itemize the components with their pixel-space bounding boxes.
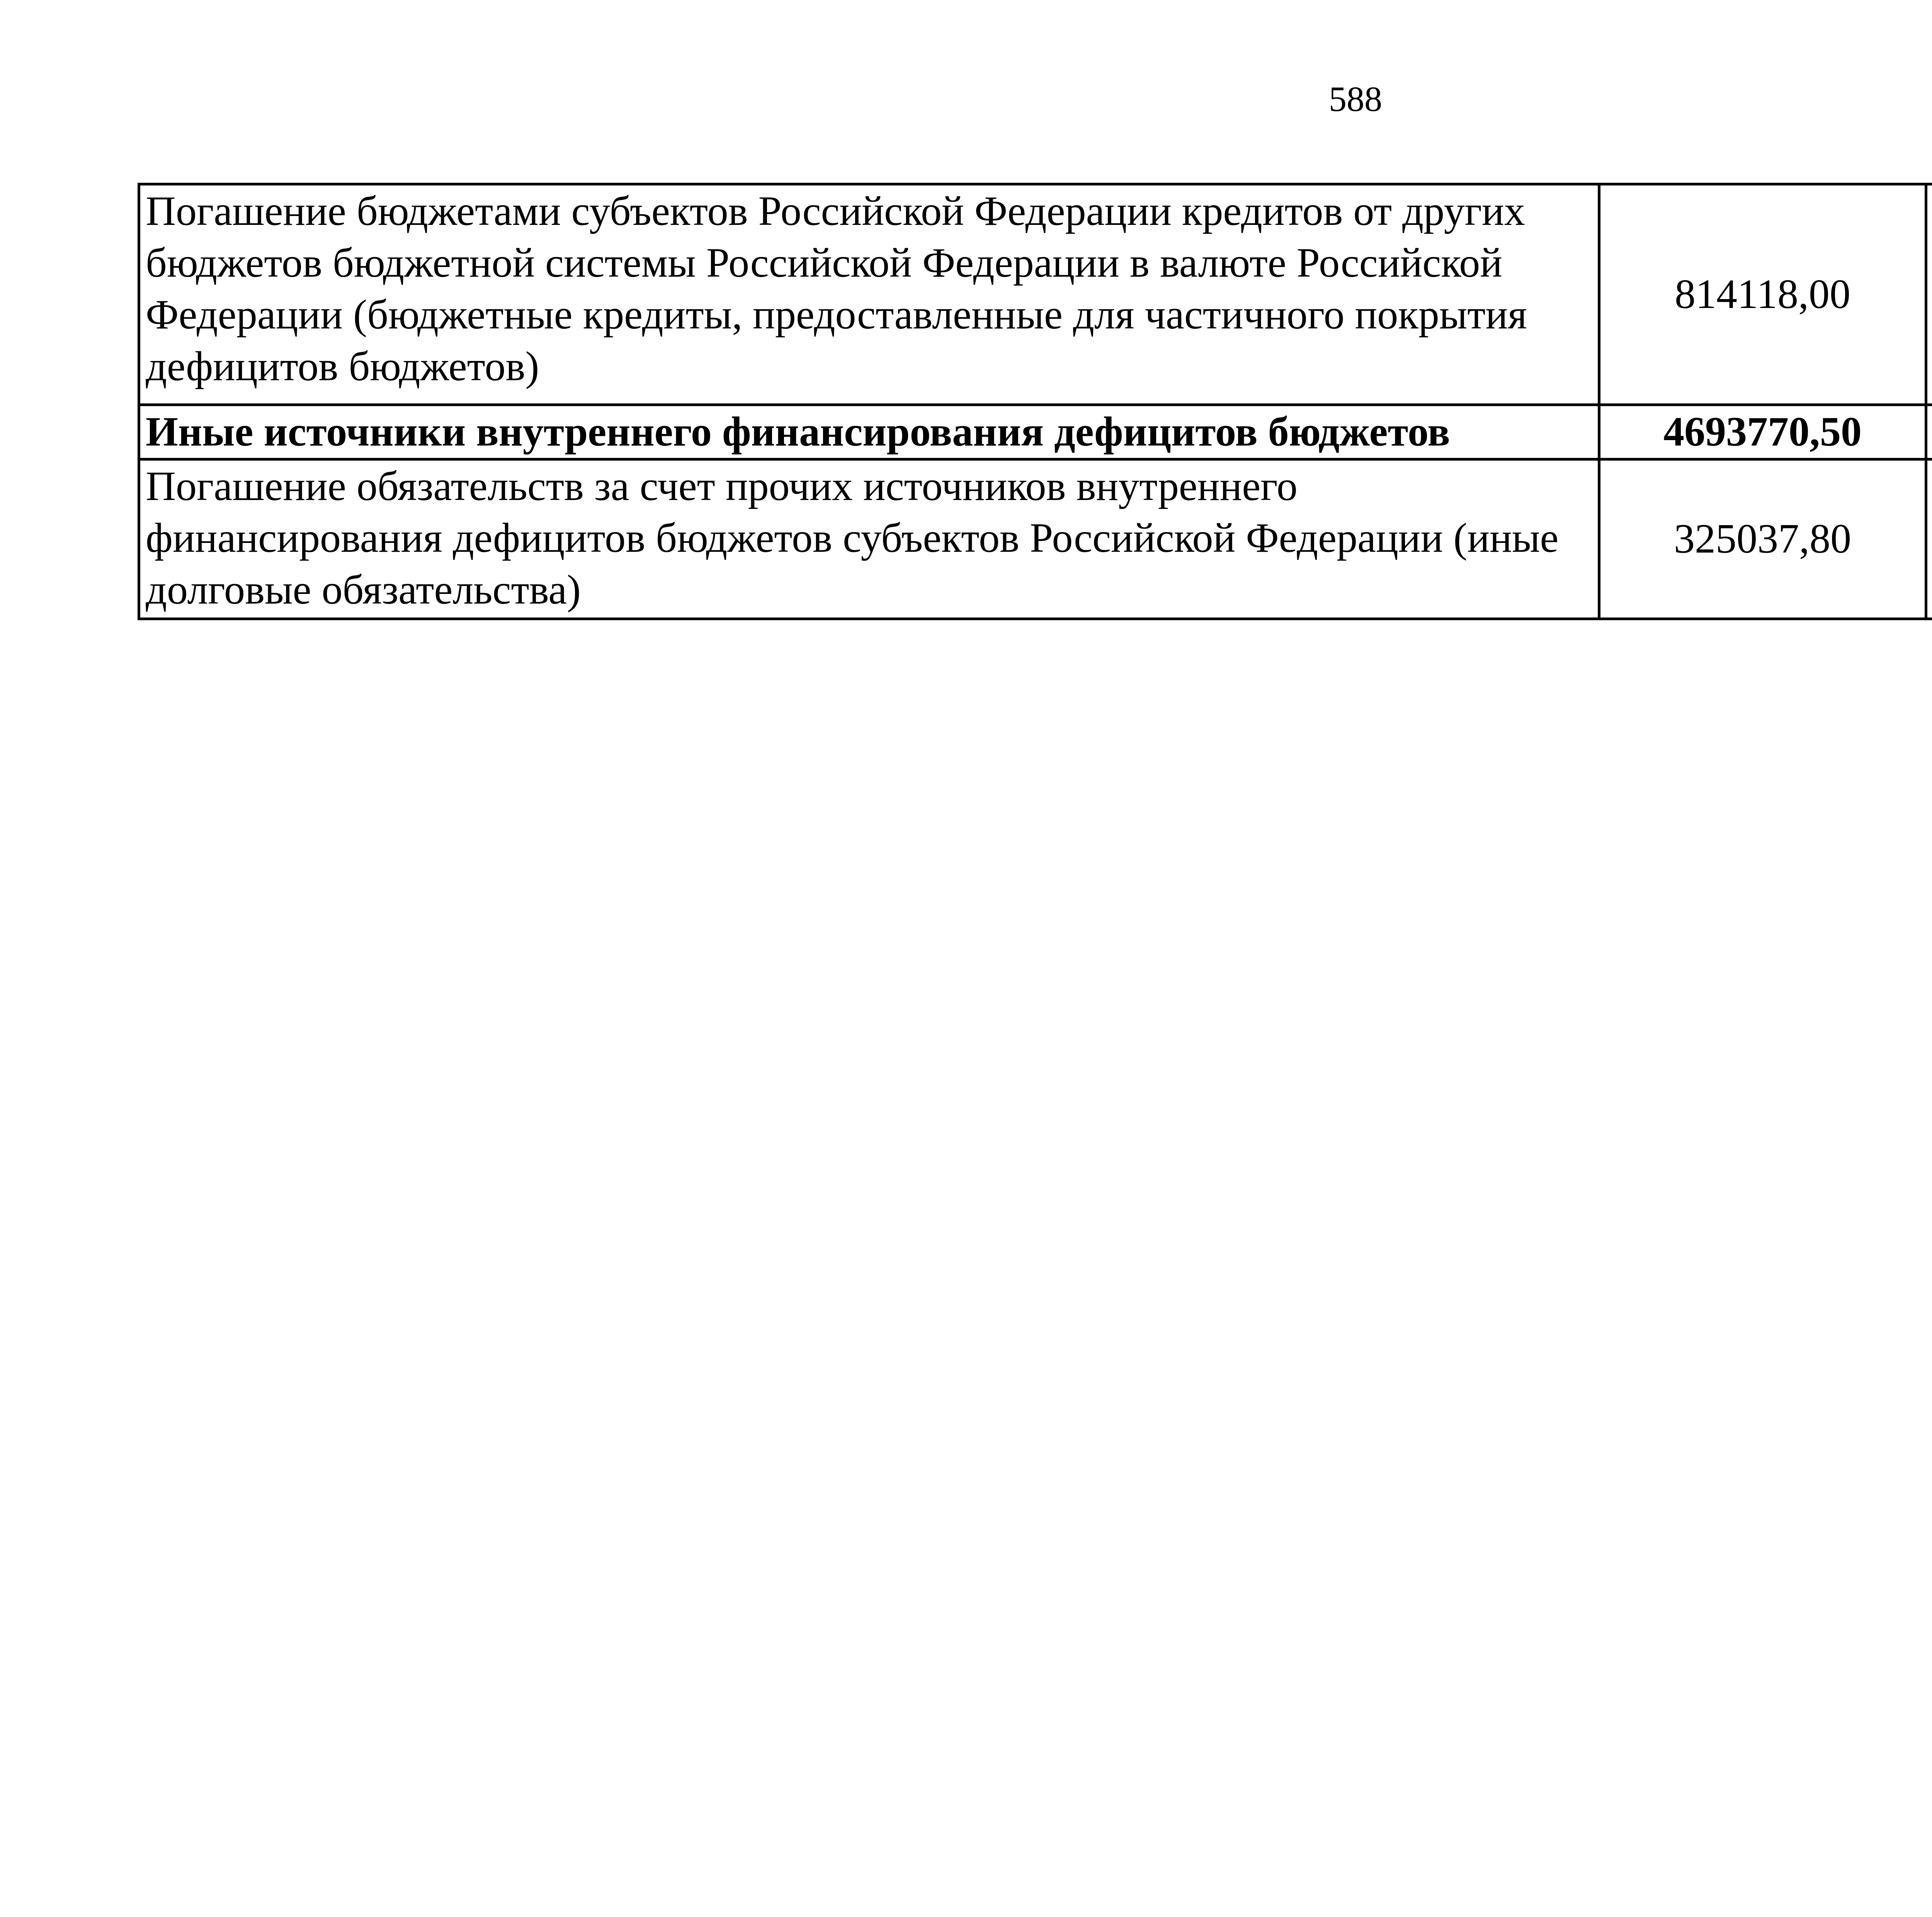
budget-table [138, 183, 1932, 620]
row-value-col1: 325037,80 [1599, 459, 1926, 619]
row-value-col1: 4693770,50 [1599, 405, 1926, 459]
row-value-col2 [1926, 459, 1932, 619]
row-description: Иные источники внутреннего финансирования дефицитов бюджетов [139, 405, 1599, 459]
row-value-col2 [1926, 184, 1932, 405]
table-row-total [139, 405, 1932, 459]
row-value-col2 [1926, 405, 1932, 459]
row-description: Погашение обязательств за счет прочих источников внутреннего финансирования дефицитов бюджетов субъектов Российской Федерации (иные долговые обязательства) [139, 459, 1599, 619]
row-description: Погашение бюджетами субъектов Российской Федерации кредитов от других бюджетов бюджетной системы Российской Федерации в валюте Российской Федерации (бюджетные кредиты, предоставленные для частичного покрытия дефицитов бюджетов) [139, 184, 1599, 405]
page-number: 588 [1329, 79, 1382, 119]
table-row [139, 459, 1932, 619]
table-row [139, 184, 1932, 405]
row-value-col1: 814118,00 [1599, 184, 1926, 405]
